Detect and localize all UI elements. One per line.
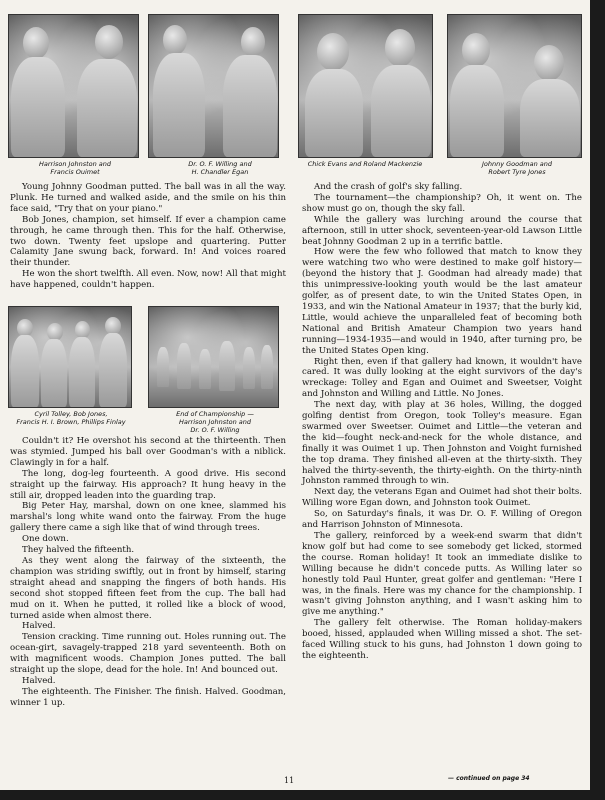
photo-willing-egan [148, 14, 279, 158]
caption-tolley-jones-brown-finlay: Cyril Tolley, Bob Jones, Francis H. I. Brown, Phillips Finlay [16, 410, 126, 426]
photo-tolley-jones-brown-finlay [8, 306, 132, 408]
right-column: And the crash of golf's sky falling. The tournament—the championship? Oh, it went on. The show must go on, though the sky fall. While the gallery was lurching around the course that afternoon, still in utter shock, seventeen-year-old Lawson Little beat Johnny Goodman 2 up in a terrific battle. How were the few who followed that match to know they were watching two who were destined to make golf history—(beyond the history that J. Goodman had already made) that this unimpressive-looking youth would be the last amateur golfer, as of present date, to win the United States Open, in 1933, and win the National Amateur in 1937; that the burly kid, Little, would achieve the unparalleled feat of becoming both National and British Amateur Champion two years hand running—1934-1935—and would in 1940, after turning pro, be the United States Open king. Right then, even if that gallery had known, it wouldn't have cared. It was dully looking at the eight survivors of the day's wreckage: Tolley and Egan and Ouimet and Sweetser, Voight and Johnston and Willing and Little. No Jones. The next day, with play at 36 holes, Willing, the dogged golfing dentist from Oregon, took Tolley's measure. Egan swarmed over Sweetser. Ouimet and Little—the veteran and the kid—fought neck-and-neck for the whole distance, and finally it was Ouimet 1 up. Then Johnston and Voight furnished the top drama. They finished all-even at the thirty-sixth. They halved the thirty-seventh, the thirty-eighth. On the thirty-ninth Johnston rammed through to win. Next day, the veterans Egan and Ouimet had shot their bolts. Willing wore Egan down, and Johnston took Ouimet. So, on Saturday's finals, it was Dr. O. F. Willing of Oregon and Harrison Johnston of Minnesota. The gallery, reinforced by a week-end swarm that didn't know golf but had come to see somebody get licked, stormed the course. Roman holiday! It took an immediate dislike to Willing because he didn't concede putts. As Willing later so honestly told Paul Hunter, great golfer and gentleman: "Here I was, in the finals. Here was my chance for the championship. I wasn't giving Johnston anything, and I wasn't asking him to give me anything." The gallery felt otherwise. The Roman holiday-makers booed, hissed, applauded when Willing missed a shot. The set-faced Willing stuck to his guns, had Johnston 1 down going to the eighteenth. [302, 182, 582, 661]
caption-willing-egan: Dr. O. F. Willing and H. Chandler Egan [188, 160, 252, 176]
photo-goodman-jones [447, 14, 582, 158]
caption-johnston-ouimet: Harrison Johnston and Francis Ouimet [38, 160, 112, 176]
caption-end-of-championship: End of Championship — Harrison Johnston and Dr. O. F. Willing [176, 410, 254, 434]
page-number: 11 [284, 776, 295, 785]
photo-evans-mackenzie [298, 14, 433, 158]
photo-johnston-ouimet [8, 14, 139, 158]
photo-end-of-championship [148, 306, 279, 408]
caption-evans-mackenzie: Chick Evans and Roland Mackenzie [307, 160, 423, 168]
continued-note: — continued on page 34 [448, 775, 530, 782]
caption-goodman-jones: Johnny Goodman and Robert Tyre Jones [481, 160, 552, 176]
left-column-bottom: Couldn't it? He overshot his second at the thirteenth. Then was stymied. Jumped his ball over Goodman's with a niblick. Clawingly in for a half. The long, dog-leg fourteenth. A good drive. His second straight up the fairway. His approach? It hung heavy in the still air, dropped leaden into the guarding trap. Big Peter Hay, marshal, down on one knee, slammed his marshal's long white wand onto the fairway. From the huge gallery there came a sigh like that of wind through trees. One down. They halved the fifteenth. As they went along the fairway of the sixteenth, the champion was striding swiftly, out in front by himself, staring straight ahead and snapping the fingers of both hands. His second shot stopped fifteen feet from the cup. The ball had mud on it. When he putted, it rolled like a block of wood, turned aside when almost there. Halved. Tension cracking. Time running out. Holes running out. The ocean-girt, savagely-trapped 218 yard seventeenth. Both on with magnificent woods. Champion Jones putted. The ball straight up the slope, dead for the hole. In! And bounced out. Halved. The eighteenth. The Finisher. The finish. Halved. Goodman, winner 1 up. [10, 436, 286, 708]
left-column-top: Young Johnny Goodman putted. The ball was in all the way. Plunk. He turned and walked aside, and the smile on his thin face said, "Try that on your piano." Bob Jones, champion, set himself. If ever a champion came through, he came through then. This for the half. Otherwise, two down. Twenty feet upslope and quartering. Putter Calamity Jane swung back, forward. In! And voices roared their thunder. He won the short twelfth. All even. Now, now! All that might have happened, couldn't happen. [10, 182, 286, 291]
